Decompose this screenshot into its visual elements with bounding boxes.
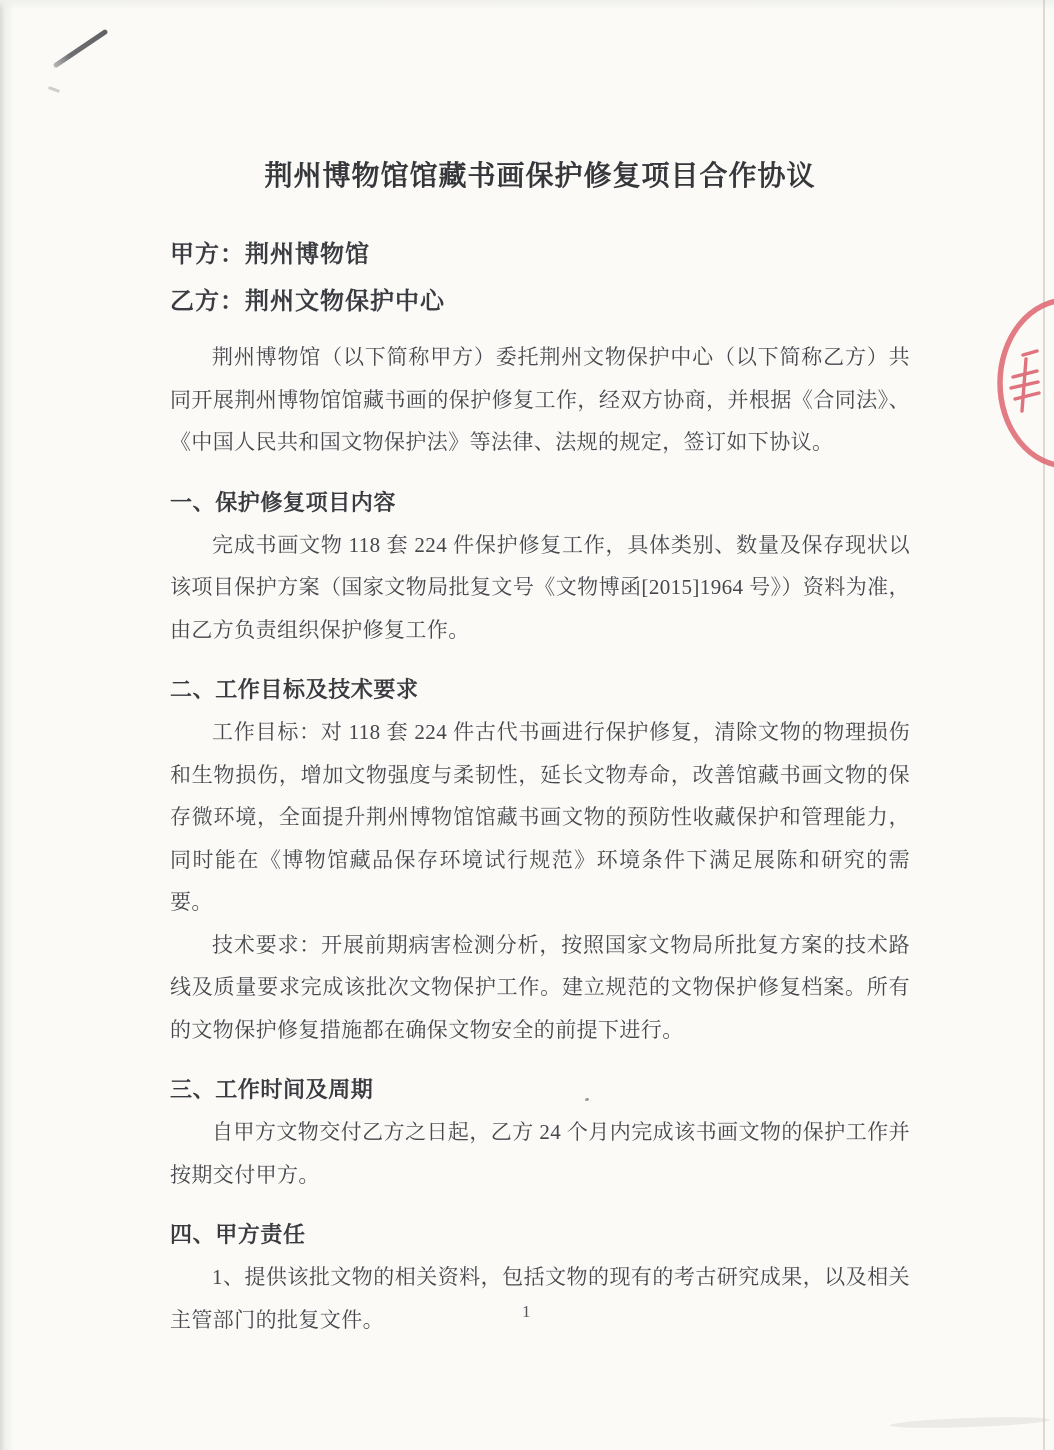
paper-edge-scan-line <box>1043 0 1045 1450</box>
section-paragraph: 1、提供该批文物的相关资料，包括文物的现有的考古研究成果，以及相关主管部门的批复文件。 <box>170 1265 910 1332</box>
document-title: 荆州博物馆馆藏书画保护修复项目合作协议 <box>264 161 816 192</box>
pencil-stroke-tail <box>48 86 60 93</box>
section-party-a-duties <box>170 1213 910 1341</box>
section-heading: 二、工作目标及技术要求 <box>170 677 419 702</box>
section-paragraph: 工作目标：对 118 套 224 件古代书画进行保护修复，清除文物的物理损伤和生物损伤，增加文物强度与柔韧性，延长文物寿命，改善馆藏书画文物的保存微环境，全面提升荆州博物馆馆藏书画文物的预防性收藏保护和管理能力，同时能在《博物馆藏品保存环境试行规范》环境条件下满足展陈和研究的需要。 <box>170 720 910 914</box>
section-paragraph: 完成书画文物 118 套 224 件保护修复工作，具体类别、数量及保存现状以该项目保护方案（国家文物局批复文号《文物博函[2015]1964 号》）资料为准，由乙方负责组织保护修复工作。 <box>170 532 910 642</box>
party-b-line: 乙方：荆州文物保护中心 <box>170 289 445 315</box>
scan-smudge <box>890 1415 1050 1430</box>
party-a-line: 甲方：荆州博物馆 <box>170 242 370 268</box>
section-paragraph: 自甲方文物交付乙方之日起，乙方 24 个月内完成该书画文物的保护工作并按期交付甲方。 <box>170 1120 910 1187</box>
red-seal-stamp-icon <box>992 293 1054 475</box>
document-body <box>170 0 910 1341</box>
section-project-content <box>170 481 910 652</box>
page-number: 1 <box>522 1302 531 1321</box>
intro-paragraph: 荆州博物馆（以下简称甲方）委托荆州文物保护中心（以下简称乙方）共同开展荆州博物馆馆藏书画的保护修复工作，经双方协商，并根据《合同法》、《中国人民共和国文物保护法》等法律、法规的规定，签订如下协议。 <box>170 345 910 454</box>
pencil-stroke-mark <box>53 29 109 69</box>
section-heading: 四、甲方责任 <box>170 1222 306 1247</box>
section-heading: 一、保护修复项目内容 <box>170 489 397 515</box>
section-goals-requirements <box>170 668 910 1051</box>
section-schedule <box>170 1068 910 1196</box>
parties-block <box>170 232 910 326</box>
section-paragraph: 技术要求：开展前期病害检测分析，按照国家文物局所批复方案的技术路线及质量要求完成该批次文物保护工作。建立规范的文物保护修复档案。所有的文物保护修复措施都在确保文物安全的前提下进行。 <box>170 932 910 1042</box>
section-heading: 三、工作时间及周期 <box>170 1077 374 1102</box>
